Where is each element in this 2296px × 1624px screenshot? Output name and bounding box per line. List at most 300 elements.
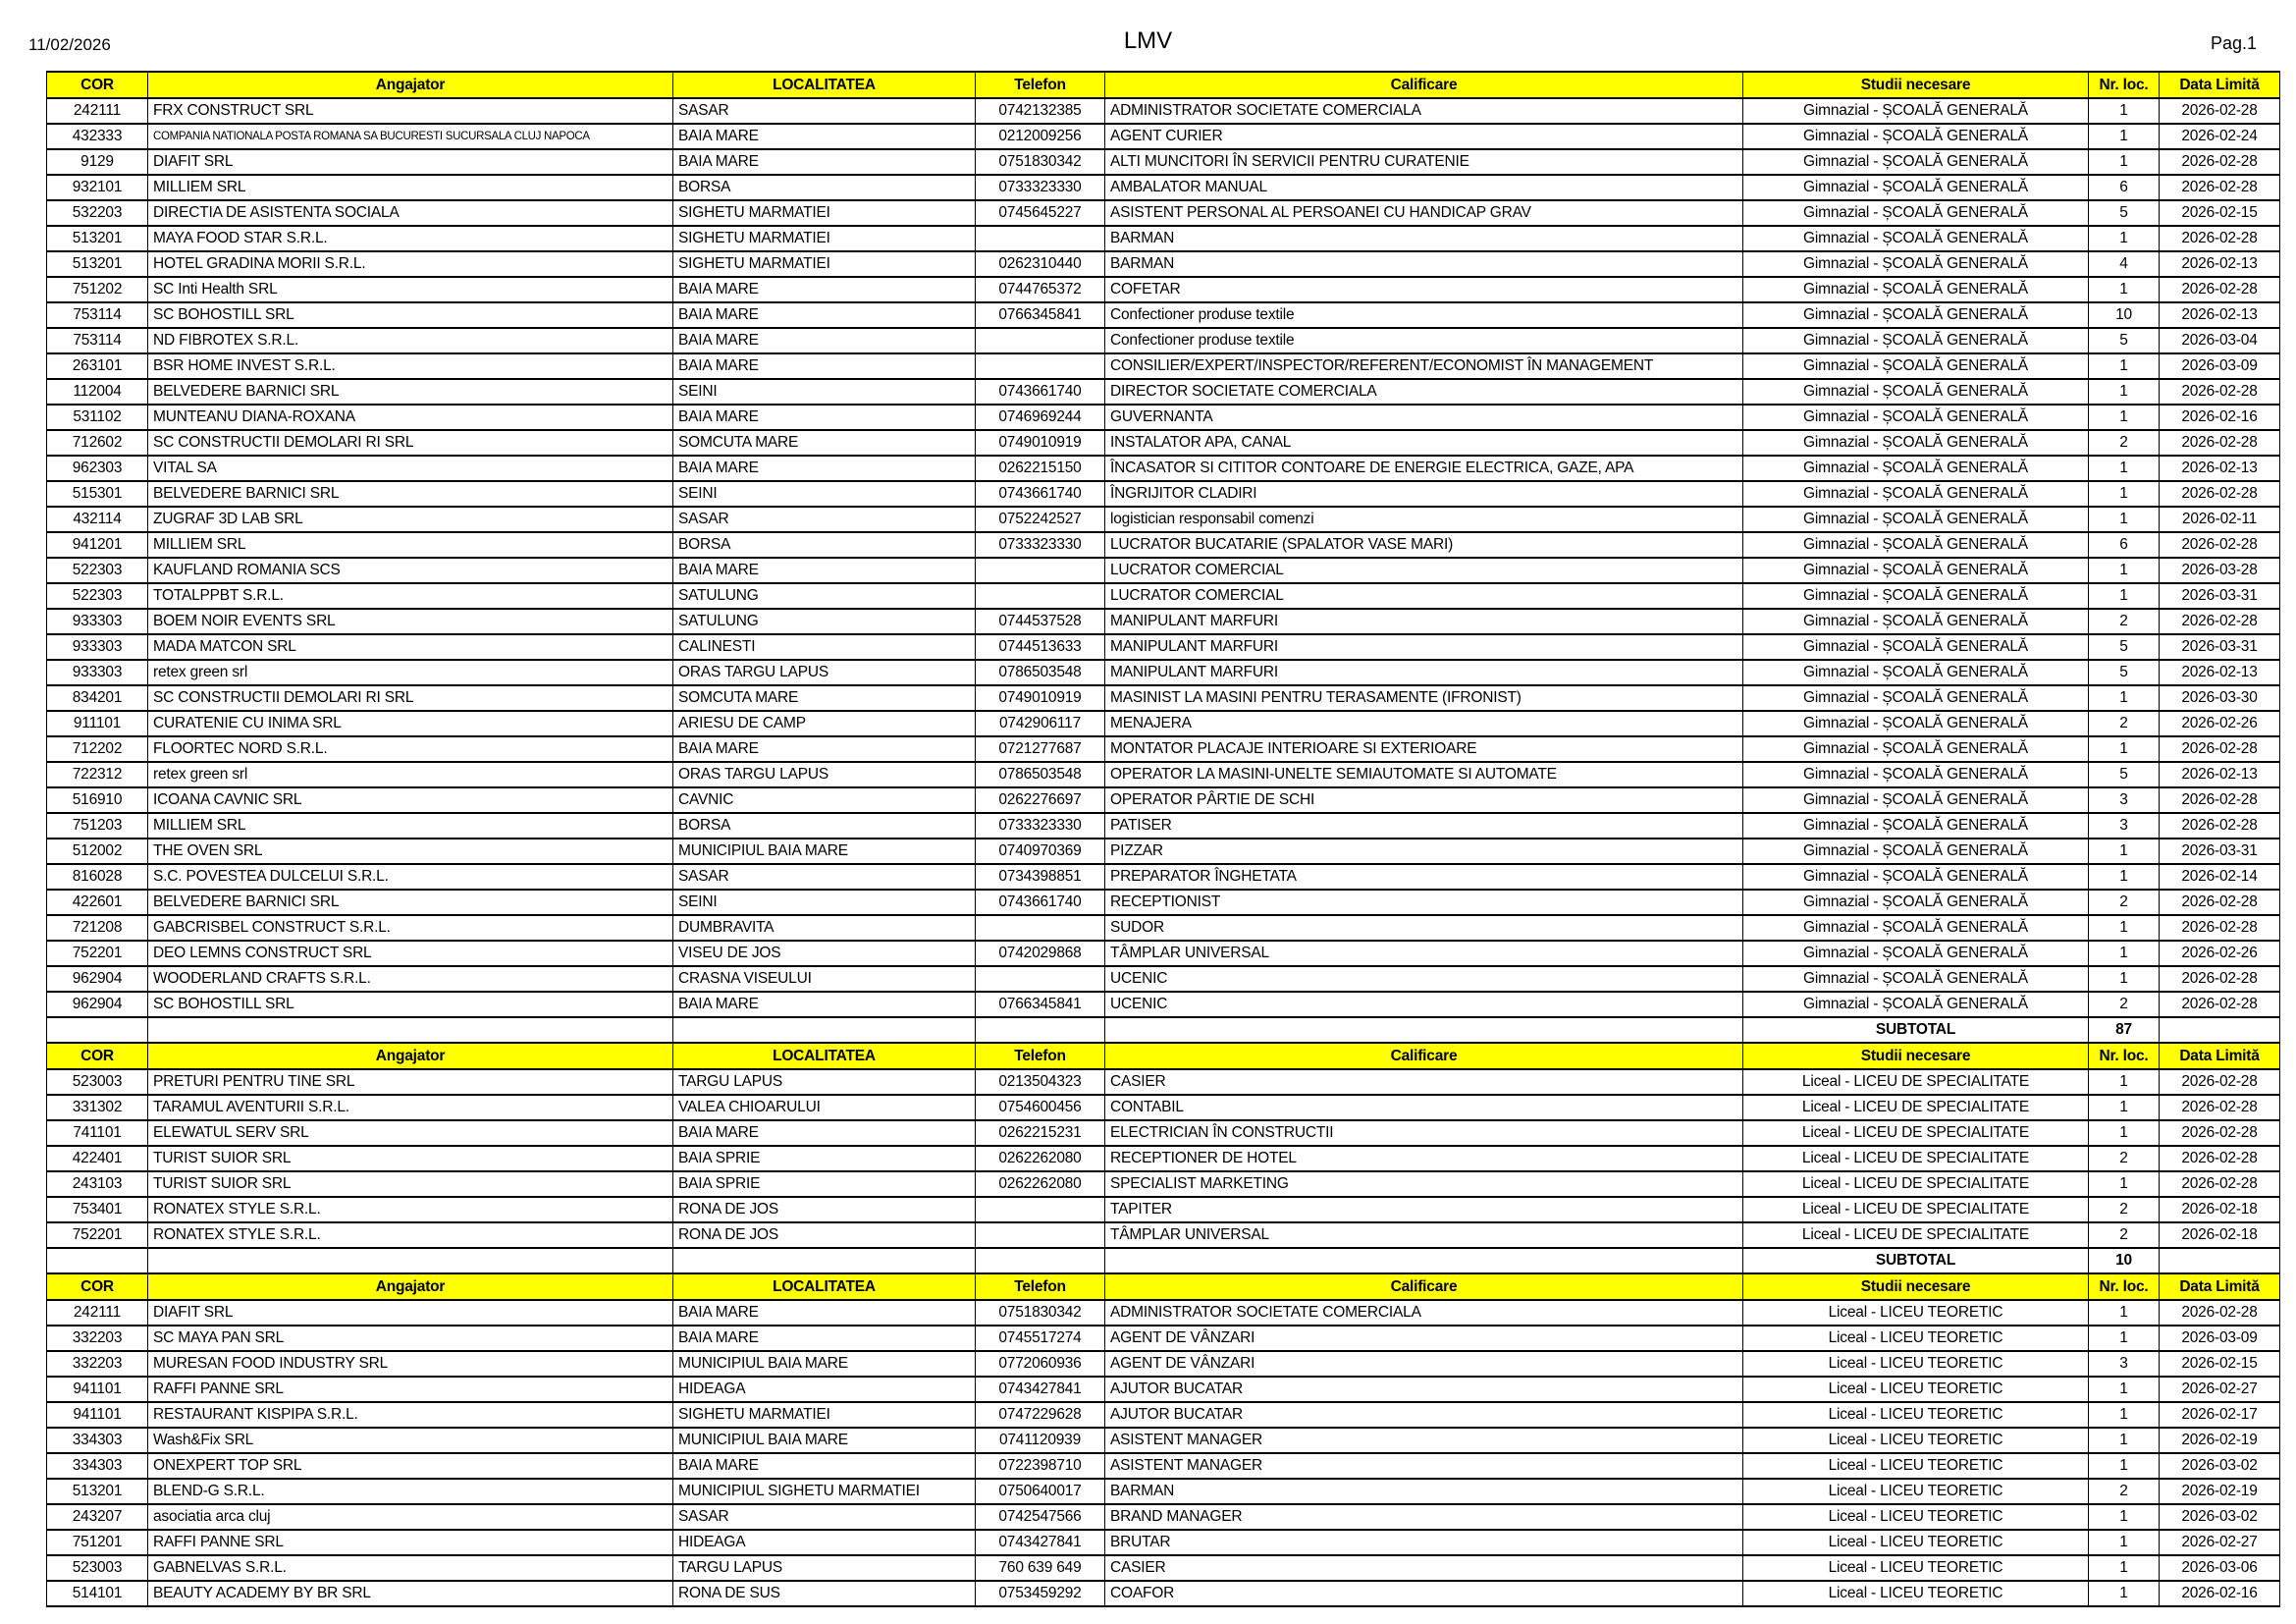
angajator-cell: CURATENIE CU INIMA SRL [148, 711, 673, 736]
studii-cell: Gimnazial - ȘCOALĂ GENERALĂ [1743, 685, 2089, 711]
column-header: COR [47, 1043, 148, 1069]
nrloc-cell: 5 [2089, 660, 2160, 685]
table-row [47, 507, 2280, 532]
cor-cell: 722312 [47, 762, 148, 787]
angajator-cell: KAUFLAND ROMANIA SCS [148, 558, 673, 583]
angajator-cell: GABCRISBEL CONSTRUCT S.R.L. [148, 915, 673, 941]
calificare-cell: BRUTAR [1105, 1530, 1743, 1555]
data-limita-cell: 2026-02-15 [2160, 1351, 2280, 1377]
angajator-cell: MILLIEM SRL [148, 532, 673, 558]
angajator-cell: SC BOHOSTILL SRL [148, 992, 673, 1017]
cor-cell: 962904 [47, 966, 148, 992]
nrloc-cell: 1 [2089, 1555, 2160, 1581]
calificare-cell: AGENT DE VÂNZARI [1105, 1351, 1743, 1377]
telefon-cell: 0751830342 [976, 149, 1105, 175]
localitatea-cell: BAIA MARE [673, 456, 976, 481]
table-row [47, 915, 2280, 941]
column-header: COR [47, 72, 148, 98]
nrloc-cell: 1 [2089, 941, 2160, 966]
telefon-cell: 0766345841 [976, 992, 1105, 1017]
table-row [47, 813, 2280, 839]
nrloc-cell: 1 [2089, 98, 2160, 124]
table-row [47, 98, 2280, 124]
telefon-cell: 0744513633 [976, 634, 1105, 660]
cor-cell: 513201 [47, 1479, 148, 1504]
table-row [47, 532, 2280, 558]
nrloc-cell: 1 [2089, 481, 2160, 507]
telefon-cell [976, 583, 1105, 609]
angajator-cell: RESTAURANT KISPIPA S.R.L. [148, 1402, 673, 1428]
data-limita-cell: 2026-02-28 [2160, 1069, 2280, 1095]
data-limita-cell: 2026-02-28 [2160, 1146, 2280, 1171]
telefon-cell: 0786503548 [976, 660, 1105, 685]
nrloc-cell: 1 [2089, 226, 2160, 251]
calificare-cell [1105, 1248, 1743, 1273]
nrloc-cell: 1 [2089, 1428, 2160, 1453]
calificare-cell: MASINIST LA MASINI PENTRU TERASAMENTE (IFRONIST) [1105, 685, 1743, 711]
table-row [47, 251, 2280, 277]
table-row [47, 481, 2280, 507]
nrloc-cell: 1 [2089, 1069, 2160, 1095]
calificare-cell: ADMINISTRATOR SOCIETATE COMERCIALA [1105, 1300, 1743, 1326]
localitatea-cell: SIGHETU MARMATIEI [673, 200, 976, 226]
nrloc-cell: 5 [2089, 200, 2160, 226]
telefon-cell [976, 966, 1105, 992]
localitatea-cell: BORSA [673, 813, 976, 839]
telefon-cell: 0212009256 [976, 124, 1105, 149]
studii-cell: Gimnazial - ȘCOALĂ GENERALĂ [1743, 507, 2089, 532]
data-limita-cell: 2026-02-27 [2160, 1377, 2280, 1402]
table-row [47, 226, 2280, 251]
calificare-cell: LUCRATOR COMERCIAL [1105, 583, 1743, 609]
cor-cell: 712602 [47, 430, 148, 456]
data-limita-cell: 2026-02-27 [2160, 1530, 2280, 1555]
nrloc-cell: 2 [2089, 992, 2160, 1017]
localitatea-cell: ARIESU DE CAMP [673, 711, 976, 736]
localitatea-cell: RONA DE JOS [673, 1222, 976, 1248]
localitatea-cell: RONA DE JOS [673, 1197, 976, 1222]
data-limita-cell: 2026-02-28 [2160, 226, 2280, 251]
studii-cell: Liceal - LICEU DE SPECIALITATE [1743, 1069, 2089, 1095]
nrloc-cell: 6 [2089, 175, 2160, 200]
localitatea-cell: MUNICIPIUL BAIA MARE [673, 1351, 976, 1377]
studii-cell: Liceal - LICEU DE SPECIALITATE [1743, 1222, 2089, 1248]
column-header: Data Limită [2160, 72, 2280, 98]
subtotal-label: SUBTOTAL [1743, 1017, 2089, 1043]
column-header: Nr. loc. [2089, 1043, 2160, 1069]
nrloc-cell: 1 [2089, 583, 2160, 609]
studii-cell: Liceal - LICEU TEORETIC [1743, 1581, 2089, 1606]
table-row [47, 1222, 2280, 1248]
angajator-cell: WOODERLAND CRAFTS S.R.L. [148, 966, 673, 992]
cor-cell: 514101 [47, 1581, 148, 1606]
data-limita-cell: 2026-02-28 [2160, 736, 2280, 762]
telefon-cell: 0744765372 [976, 277, 1105, 302]
telefon-cell: 0262262080 [976, 1146, 1105, 1171]
data-limita-cell: 2026-02-14 [2160, 864, 2280, 890]
data-limita-cell: 2026-02-28 [2160, 481, 2280, 507]
cor-cell: 432333 [47, 124, 148, 149]
column-header: Calificare [1105, 72, 1743, 98]
data-limita-cell: 2026-02-28 [2160, 890, 2280, 915]
studii-cell: Gimnazial - ȘCOALĂ GENERALĂ [1743, 405, 2089, 430]
localitatea-cell [673, 1017, 976, 1043]
localitatea-cell: CALINESTI [673, 634, 976, 660]
vacancies-table [46, 71, 2280, 1607]
localitatea-cell: VISEU DE JOS [673, 941, 976, 966]
vacancies-table-body [47, 72, 2280, 1606]
angajator-cell: GABNELVAS S.R.L. [148, 1555, 673, 1581]
calificare-cell: INSTALATOR APA, CANAL [1105, 430, 1743, 456]
studii-cell: Liceal - LICEU TEORETIC [1743, 1555, 2089, 1581]
localitatea-cell: SASAR [673, 507, 976, 532]
calificare-cell: UCENIC [1105, 992, 1743, 1017]
studii-cell: Gimnazial - ȘCOALĂ GENERALĂ [1743, 200, 2089, 226]
localitatea-cell: BAIA MARE [673, 405, 976, 430]
calificare-cell: CONSILIER/EXPERT/INSPECTOR/REFERENT/ECONOMIST ÎN MANAGEMENT [1105, 353, 1743, 379]
telefon-cell [976, 1017, 1105, 1043]
cor-cell: 751203 [47, 813, 148, 839]
studii-cell: Gimnazial - ȘCOALĂ GENERALĂ [1743, 813, 2089, 839]
nrloc-cell: 1 [2089, 1402, 2160, 1428]
studii-cell: Gimnazial - ȘCOALĂ GENERALĂ [1743, 251, 2089, 277]
studii-cell: Liceal - LICEU DE SPECIALITATE [1743, 1171, 2089, 1197]
calificare-cell: COFETAR [1105, 277, 1743, 302]
localitatea-cell: BAIA MARE [673, 992, 976, 1017]
telefon-cell: 0742029868 [976, 941, 1105, 966]
table-row [47, 353, 2280, 379]
data-limita-cell: 2026-03-09 [2160, 1326, 2280, 1351]
cor-cell: 753114 [47, 302, 148, 328]
calificare-cell: AMBALATOR MANUAL [1105, 175, 1743, 200]
calificare-cell: logistician responsabil comenzi [1105, 507, 1743, 532]
data-limita-cell: 2026-02-28 [2160, 1300, 2280, 1326]
studii-cell: Gimnazial - ȘCOALĂ GENERALĂ [1743, 328, 2089, 353]
angajator-cell: RAFFI PANNE SRL [148, 1377, 673, 1402]
subtotal-value: 10 [2089, 1248, 2160, 1273]
page-header [0, 0, 2296, 69]
data-limita-cell: 2026-02-28 [2160, 277, 2280, 302]
calificare-cell: ASISTENT PERSONAL AL PERSOANEI CU HANDICAP GRAV [1105, 200, 1743, 226]
table-row [47, 839, 2280, 864]
cor-cell: 334303 [47, 1428, 148, 1453]
data-limita-cell: 2026-02-15 [2160, 200, 2280, 226]
studii-cell: Gimnazial - ȘCOALĂ GENERALĂ [1743, 864, 2089, 890]
telefon-cell [976, 328, 1105, 353]
calificare-cell: OPERATOR LA MASINI-UNELTE SEMIAUTOMATE SI AUTOMATE [1105, 762, 1743, 787]
column-header: Studii necesare [1743, 1043, 2089, 1069]
data-limita-cell: 2026-03-28 [2160, 558, 2280, 583]
calificare-cell: OPERATOR PÂRTIE DE SCHI [1105, 787, 1743, 813]
calificare-cell: SPECIALIST MARKETING [1105, 1171, 1743, 1197]
table-row [47, 430, 2280, 456]
angajator-cell: BSR HOME INVEST S.R.L. [148, 353, 673, 379]
localitatea-cell: BORSA [673, 175, 976, 200]
data-limita-cell: 2026-02-28 [2160, 1120, 2280, 1146]
nrloc-cell: 1 [2089, 1120, 2160, 1146]
studii-cell: Gimnazial - ȘCOALĂ GENERALĂ [1743, 175, 2089, 200]
column-header: Angajator [148, 72, 673, 98]
calificare-cell: ÎNGRIJITOR CLADIRI [1105, 481, 1743, 507]
studii-cell: Gimnazial - ȘCOALĂ GENERALĂ [1743, 277, 2089, 302]
telefon-cell: 0749010919 [976, 430, 1105, 456]
table-row [47, 1351, 2280, 1377]
data-limita-cell: 2026-02-28 [2160, 992, 2280, 1017]
localitatea-cell: SATULUNG [673, 609, 976, 634]
cor-cell: 932101 [47, 175, 148, 200]
data-limita-cell: 2026-03-02 [2160, 1504, 2280, 1530]
nrloc-cell: 1 [2089, 1453, 2160, 1479]
studii-cell: Liceal - LICEU TEORETIC [1743, 1377, 2089, 1402]
nrloc-cell: 1 [2089, 1377, 2160, 1402]
column-header: Telefon [976, 1043, 1105, 1069]
angajator-cell: BELVEDERE BARNICI SRL [148, 379, 673, 405]
studii-cell: Gimnazial - ȘCOALĂ GENERALĂ [1743, 532, 2089, 558]
cor-cell: 752201 [47, 1222, 148, 1248]
localitatea-cell: BAIA MARE [673, 277, 976, 302]
nrloc-cell: 1 [2089, 966, 2160, 992]
localitatea-cell: VALEA CHIOARULUI [673, 1095, 976, 1120]
data-limita-cell: 2026-02-16 [2160, 405, 2280, 430]
table-row [47, 762, 2280, 787]
header-row-section-2 [47, 1043, 2280, 1069]
column-header: Telefon [976, 1273, 1105, 1300]
localitatea-cell: DUMBRAVITA [673, 915, 976, 941]
angajator-cell: MUNTEANU DIANA-ROXANA [148, 405, 673, 430]
cor-cell: 751202 [47, 277, 148, 302]
table-row [47, 1581, 2280, 1606]
cor-cell: 422401 [47, 1146, 148, 1171]
data-limita-cell: 2026-02-13 [2160, 762, 2280, 787]
studii-cell: Gimnazial - ȘCOALĂ GENERALĂ [1743, 609, 2089, 634]
telefon-cell: 0786503548 [976, 762, 1105, 787]
telefon-cell [976, 1248, 1105, 1273]
cor-cell: 523003 [47, 1555, 148, 1581]
telefon-cell: 0734398851 [976, 864, 1105, 890]
table-row [47, 558, 2280, 583]
column-header: Nr. loc. [2089, 1273, 2160, 1300]
angajator-cell: TARAMUL AVENTURII S.R.L. [148, 1095, 673, 1120]
localitatea-cell: TARGU LAPUS [673, 1555, 976, 1581]
angajator-cell [148, 1017, 673, 1043]
calificare-cell: PIZZAR [1105, 839, 1743, 864]
cor-cell: 9129 [47, 149, 148, 175]
localitatea-cell: BAIA MARE [673, 1326, 976, 1351]
cor-cell: 753401 [47, 1197, 148, 1222]
angajator-cell: FRX CONSTRUCT SRL [148, 98, 673, 124]
calificare-cell: SUDOR [1105, 915, 1743, 941]
data-limita-cell: 2026-03-31 [2160, 839, 2280, 864]
table-row [47, 864, 2280, 890]
calificare-cell: AGENT DE VÂNZARI [1105, 1326, 1743, 1351]
telefon-cell: 760 639 649 [976, 1555, 1105, 1581]
telefon-cell: 0745517274 [976, 1326, 1105, 1351]
table-row [47, 736, 2280, 762]
subtotal-row [47, 1017, 2280, 1043]
calificare-cell: MANIPULANT MARFURI [1105, 634, 1743, 660]
angajator-cell: SC MAYA PAN SRL [148, 1326, 673, 1351]
angajator-cell: MILLIEM SRL [148, 813, 673, 839]
data-limita-cell: 2026-02-28 [2160, 609, 2280, 634]
angajator-cell: COMPANIA NATIONALA POSTA ROMANA SA BUCURESTI SUCURSALA CLUJ NAPOCA [148, 124, 673, 149]
telefon-cell: 0752242527 [976, 507, 1105, 532]
nrloc-cell: 2 [2089, 1197, 2160, 1222]
nrloc-cell: 2 [2089, 1222, 2160, 1248]
telefon-cell: 0743661740 [976, 481, 1105, 507]
angajator-cell: TURIST SUIOR SRL [148, 1171, 673, 1197]
column-header: Calificare [1105, 1273, 1743, 1300]
localitatea-cell: MUNICIPIUL BAIA MARE [673, 839, 976, 864]
column-header: LOCALITATEA [673, 1043, 976, 1069]
cor-cell: 941101 [47, 1402, 148, 1428]
nrloc-cell: 2 [2089, 609, 2160, 634]
table-row [47, 302, 2280, 328]
table-row [47, 1326, 2280, 1351]
studii-cell: Liceal - LICEU TEORETIC [1743, 1530, 2089, 1555]
data-limita-cell: 2026-02-26 [2160, 941, 2280, 966]
nrloc-cell: 2 [2089, 430, 2160, 456]
telefon-cell: 0262310440 [976, 251, 1105, 277]
cor-cell: 933303 [47, 660, 148, 685]
nrloc-cell: 1 [2089, 456, 2160, 481]
calificare-cell: AJUTOR BUCATAR [1105, 1402, 1743, 1428]
data-limita-cell: 2026-02-26 [2160, 711, 2280, 736]
studii-cell: Liceal - LICEU TEORETIC [1743, 1402, 2089, 1428]
cor-cell: 242111 [47, 1300, 148, 1326]
table-row [47, 1197, 2280, 1222]
cor-cell: 263101 [47, 353, 148, 379]
table-row [47, 992, 2280, 1017]
calificare-cell: ÎNCASATOR SI CITITOR CONTOARE DE ENERGIE ELECTRICA, GAZE, APA [1105, 456, 1743, 481]
localitatea-cell: BAIA MARE [673, 353, 976, 379]
nrloc-cell: 3 [2089, 813, 2160, 839]
calificare-cell: MANIPULANT MARFURI [1105, 660, 1743, 685]
localitatea-cell: SOMCUTA MARE [673, 430, 976, 456]
localitatea-cell: SIGHETU MARMATIEI [673, 251, 976, 277]
studii-cell: Liceal - LICEU DE SPECIALITATE [1743, 1146, 2089, 1171]
data-limita-cell: 2026-02-28 [2160, 813, 2280, 839]
calificare-cell: TÂMPLAR UNIVERSAL [1105, 941, 1743, 966]
angajator-cell: MAYA FOOD STAR S.R.L. [148, 226, 673, 251]
column-header: Nr. loc. [2089, 72, 2160, 98]
studii-cell: Gimnazial - ȘCOALĂ GENERALĂ [1743, 839, 2089, 864]
nrloc-cell: 1 [2089, 1300, 2160, 1326]
table-row [47, 1095, 2280, 1120]
angajator-cell: ND FIBROTEX S.R.L. [148, 328, 673, 353]
data-limita-cell: 2026-03-06 [2160, 1555, 2280, 1581]
calificare-cell: TÂMPLAR UNIVERSAL [1105, 1222, 1743, 1248]
cor-cell: 911101 [47, 711, 148, 736]
nrloc-cell: 4 [2089, 251, 2160, 277]
cor-cell: 933303 [47, 634, 148, 660]
localitatea-cell: BAIA SPRIE [673, 1171, 976, 1197]
telefon-cell: 0749010919 [976, 685, 1105, 711]
localitatea-cell: BAIA MARE [673, 736, 976, 762]
cor-cell: 515301 [47, 481, 148, 507]
calificare-cell: ASISTENT MANAGER [1105, 1453, 1743, 1479]
calificare-cell: ADMINISTRATOR SOCIETATE COMERCIALA [1105, 98, 1743, 124]
column-header: Data Limită [2160, 1273, 2280, 1300]
localitatea-cell: BAIA MARE [673, 124, 976, 149]
data-limita-cell: 2026-02-13 [2160, 456, 2280, 481]
nrloc-cell: 3 [2089, 787, 2160, 813]
calificare-cell: ALTI MUNCITORI ÎN SERVICII PENTRU CURATENIE [1105, 149, 1743, 175]
table-row [47, 175, 2280, 200]
angajator-cell: SC Inti Health SRL [148, 277, 673, 302]
nrloc-cell: 1 [2089, 1504, 2160, 1530]
localitatea-cell: CRASNA VISEULUI [673, 966, 976, 992]
page-number: Pag.1 [2210, 33, 2257, 53]
localitatea-cell: ORAS TARGU LAPUS [673, 660, 976, 685]
column-header: Studii necesare [1743, 72, 2089, 98]
data-limita-cell: 2026-02-11 [2160, 507, 2280, 532]
studii-cell: Liceal - LICEU DE SPECIALITATE [1743, 1197, 2089, 1222]
localitatea-cell: SASAR [673, 1504, 976, 1530]
data-limita-cell: 2026-02-28 [2160, 149, 2280, 175]
localitatea-cell: MUNICIPIUL BAIA MARE [673, 1428, 976, 1453]
telefon-cell: 0751830342 [976, 1300, 1105, 1326]
cor-cell: 513201 [47, 226, 148, 251]
calificare-cell: ELECTRICIAN ÎN CONSTRUCTII [1105, 1120, 1743, 1146]
angajator-cell: RONATEX STYLE S.R.L. [148, 1222, 673, 1248]
localitatea-cell: BORSA [673, 532, 976, 558]
data-limita-cell: 2026-02-13 [2160, 251, 2280, 277]
cor-cell [47, 1248, 148, 1273]
nrloc-cell: 1 [2089, 405, 2160, 430]
header-row-section-3 [47, 1273, 2280, 1300]
cor-cell: 422601 [47, 890, 148, 915]
subtotal-row [47, 1248, 2280, 1273]
studii-cell: Liceal - LICEU DE SPECIALITATE [1743, 1120, 2089, 1146]
calificare-cell: TAPITER [1105, 1197, 1743, 1222]
cor-cell: 522303 [47, 583, 148, 609]
cor-cell: 941201 [47, 532, 148, 558]
cor-cell: 834201 [47, 685, 148, 711]
studii-cell: Liceal - LICEU DE SPECIALITATE [1743, 1095, 2089, 1120]
studii-cell: Gimnazial - ȘCOALĂ GENERALĂ [1743, 966, 2089, 992]
cor-cell: 512002 [47, 839, 148, 864]
table-row [47, 200, 2280, 226]
localitatea-cell: MUNICIPIUL SIGHETU MARMATIEI [673, 1479, 976, 1504]
telefon-cell: 0722398710 [976, 1453, 1105, 1479]
table-row [47, 711, 2280, 736]
calificare-cell: CASIER [1105, 1555, 1743, 1581]
telefon-cell [976, 1197, 1105, 1222]
telefon-cell: 0743661740 [976, 890, 1105, 915]
studii-cell: Gimnazial - ȘCOALĂ GENERALĂ [1743, 787, 2089, 813]
calificare-cell: BARMAN [1105, 226, 1743, 251]
nrloc-cell: 1 [2089, 507, 2160, 532]
telefon-cell [976, 558, 1105, 583]
data-limita-cell: 2026-03-04 [2160, 328, 2280, 353]
studii-cell: Gimnazial - ȘCOALĂ GENERALĂ [1743, 915, 2089, 941]
data-limita-cell: 2026-02-19 [2160, 1428, 2280, 1453]
cor-cell: 243207 [47, 1504, 148, 1530]
table-row [47, 1530, 2280, 1555]
data-limita-cell: 2026-03-31 [2160, 634, 2280, 660]
table-row [47, 1120, 2280, 1146]
calificare-cell: MANIPULANT MARFURI [1105, 609, 1743, 634]
localitatea-cell: SASAR [673, 864, 976, 890]
angajator-cell: SC CONSTRUCTII DEMOLARI RI SRL [148, 685, 673, 711]
calificare-cell: BARMAN [1105, 1479, 1743, 1504]
studii-cell: Gimnazial - ȘCOALĂ GENERALĂ [1743, 124, 2089, 149]
cor-cell: 712202 [47, 736, 148, 762]
localitatea-cell: SEINI [673, 379, 976, 405]
table-row [47, 787, 2280, 813]
nrloc-cell: 5 [2089, 328, 2160, 353]
data-limita-cell: 2026-02-28 [2160, 175, 2280, 200]
